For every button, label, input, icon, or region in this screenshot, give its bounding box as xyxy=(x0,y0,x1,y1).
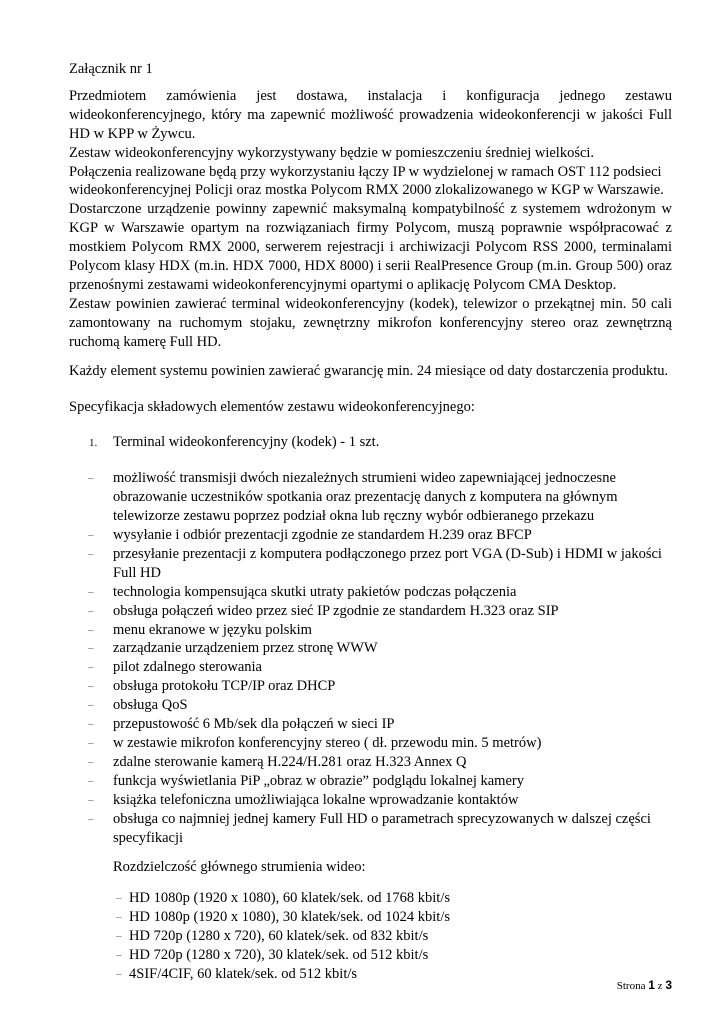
list-item: – możliwość transmisji dwóch niezależnych strumieni wideo zapewniającej jednoczesne obrazowanie uczestników spotkania oraz prezentację danych z komputera na głównym telewizorze zestawu poprzez podział okna lub ręczny wybór odbieranego przekazu xyxy=(88,470,618,525)
dash-bullet-icon: – xyxy=(88,755,94,768)
list-item: – obsługa protokołu TCP/IP oraz DHCP xyxy=(88,678,336,695)
dash-bullet-icon: – xyxy=(116,930,122,943)
list-item: – obsługa połączeń wideo przez sieć IP zgodnie ze standardem H.323 oraz SIP xyxy=(88,602,559,619)
list-item: – obsługa co najmniej jednej kamery Full HD o parametrach sprecyzowanych w dalszej części specyfikacji xyxy=(88,810,651,846)
intro-paragraph-1: Przedmiotem zamówienia jest dostawa, instalacja i konfiguracja jednego zestawu wideokonferencyjnego, który ma zapewnić możliwość prowadzenia wideokonferencji w jakości Full HD w KPP w Żywcu. xyxy=(69,87,672,142)
dash-bullet-icon: – xyxy=(88,585,94,598)
dash-bullet-icon: – xyxy=(88,737,94,749)
dash-bullet-icon: – xyxy=(88,642,94,655)
footer-page-number: 1 xyxy=(648,978,655,992)
list-item: – w zestawie mikrofon konferencyjny stereo ( dł. przewodu min. 5 metrów) xyxy=(88,735,542,751)
list-item: – zdalne sterowanie kamerą H.224/H.281 oraz H.323 Annex Q xyxy=(88,753,467,770)
dash-bullet-icon: – xyxy=(88,680,94,693)
footer-of: z xyxy=(657,980,663,992)
list-item: – przesyłanie prezentacji z komputera podłączonego przez port VGA (D-Sub) i HDMI w jakości Full HD xyxy=(88,545,662,581)
attachment-title: Załącznik nr 1 xyxy=(69,61,153,77)
dash-bullet-icon: – xyxy=(88,661,94,674)
numbered-item-1 xyxy=(69,433,672,452)
list-item: – funkcja wyświetlania PiP „obraz w obrazie” podglądu lokalnej kamery xyxy=(88,772,524,789)
spec-heading: Specyfikacja składowych elementów zestawu wideokonferencyjnego: xyxy=(69,398,475,415)
footer-label: Strona xyxy=(616,980,646,992)
dash-bullet-icon: – xyxy=(88,812,94,825)
dash-bullet-icon: – xyxy=(88,547,94,560)
resolution-list xyxy=(69,889,672,984)
dash-bullet-icon: – xyxy=(88,472,94,485)
dash-bullet-icon: – xyxy=(116,911,122,924)
dash-bullet-icon: – xyxy=(88,793,94,806)
item-number: 1. xyxy=(89,437,98,450)
resolution-heading: Rozdzielczość głównego strumienia wideo: xyxy=(113,859,366,876)
dash-bullet-icon: – xyxy=(88,623,94,636)
dash-bullet-icon: – xyxy=(116,949,122,962)
list-item: – wysyłanie i odbiór prezentacji zgodnie ze standardem H.239 oraz BFCP xyxy=(88,527,532,544)
intro-paragraph-5: Zestaw powinien zawierać terminal wideokonferencyjny (kodek), telewizor o przekątnej min. 50 cali zamontowany na ruchomym stojaku, zewnętrzny mikrofon konferencyjny stereo oraz zewnętrzną ruchomą kamerę Full HD. xyxy=(69,295,672,350)
list-item: – 4SIF/4CIF, 60 klatek/sek. od 512 kbit/s xyxy=(116,965,358,982)
document-page xyxy=(69,60,672,984)
intro-paragraph-2: Zestaw wideokonferencyjny wykorzystywany będzie w pomieszczeniu średniej wielkości. xyxy=(69,144,595,161)
list-item: – przepustowość 6 Mb/sek dla połączeń w sieci IP xyxy=(88,716,395,733)
footer-page-total: 3 xyxy=(665,978,672,992)
dash-bullet-icon: – xyxy=(88,718,94,731)
dash-bullet-icon: – xyxy=(88,774,94,787)
list-item: – technologia kompensująca skutki utraty pakietów podczas połączenia xyxy=(88,583,517,600)
page-footer xyxy=(617,978,672,992)
list-item: – HD 720p (1280 x 720), 60 klatek/sek. od 832 kbit/s xyxy=(116,928,429,945)
list-item: – książka telefoniczna umożliwiająca lokalne wprowadzanie kontaktów xyxy=(88,791,519,808)
dash-bullet-icon: – xyxy=(116,967,122,980)
dash-bullet-icon: – xyxy=(88,604,94,617)
warranty-paragraph: Każdy element systemu powinien zawierać gwarancję min. 24 miesiące od daty dostarczenia produktu. xyxy=(69,362,669,379)
list-item: – menu ekranowe w języku polskim xyxy=(88,621,312,638)
intro-paragraph-3: Połączenia realizowane będą przy wykorzystaniu łączy IP w wydzielonej w ramach OST 112 podsieci wideokonferencyjnej Policji oraz mostka Polycom RMX 2000 zlokalizowanego w KGP w Warszawie. xyxy=(69,163,664,199)
list-item: – HD 1080p (1920 x 1080), 30 klatek/sek. od 1024 kbit/s xyxy=(116,909,450,926)
feature-list xyxy=(69,469,672,847)
list-item: – pilot zdalnego sterowania xyxy=(88,659,262,676)
dash-bullet-icon: – xyxy=(88,529,94,542)
list-item: – zarządzanie urządzeniem przez stronę WWW xyxy=(88,640,378,657)
intro-paragraph-4: Dostarczone urządzenie powinny zapewnić maksymalną kompatybilność z systemem wdrożonym w KGP w Warszawie opartym na rozwiązaniach firmy Polycom, muszą poprawnie współpracować z mostkiem Polycom RMX 2000, serwerem rejestracji i archiwizacji Polycom RSS 2000, terminalami Polycom klasy HDX (m.in. HDX 7000, HDX 8000) i serii RealPresence Group (m.in. Group 500) oraz przenośnymi zestawami wideokonferencyjnymi opartymi o aplikację Polycom CMA Desktop. xyxy=(69,201,672,293)
item-title: Terminal wideokonferencyjny (kodek) - 1 szt. xyxy=(113,434,380,451)
list-item: – HD 720p (1280 x 720), 30 klatek/sek. od 512 kbit/s xyxy=(116,947,429,964)
list-item: – HD 1080p (1920 x 1080), 60 klatek/sek. od 1768 kbit/s xyxy=(116,890,450,907)
list-item: – obsługa QoS xyxy=(88,697,188,714)
dash-bullet-icon: – xyxy=(116,892,122,905)
dash-bullet-icon: – xyxy=(88,699,94,712)
